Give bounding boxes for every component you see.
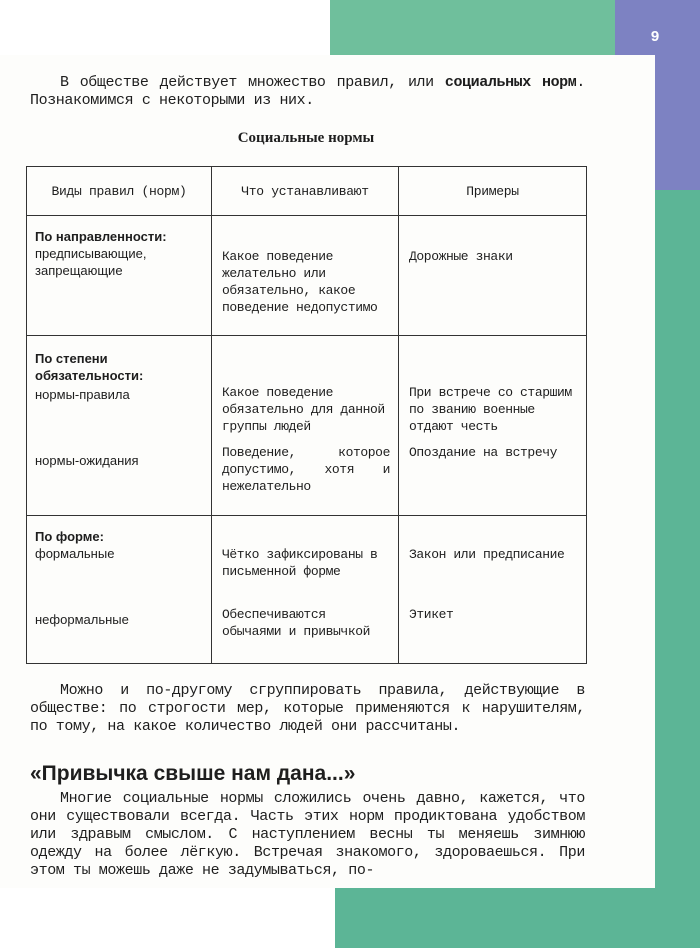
group-title: По степени обязательности: bbox=[35, 351, 144, 383]
norm-what: Какое поведение желательно или обязательно, какое поведение недопустимо bbox=[222, 249, 378, 315]
norm-example: Этикет bbox=[409, 607, 454, 622]
intro-bold-term: социальных норм bbox=[444, 74, 577, 91]
norm-kind: неформальные bbox=[35, 612, 129, 627]
norm-example: Опоздание на встречу bbox=[409, 445, 558, 460]
table-cell-what bbox=[212, 216, 399, 336]
section-heading: «Привычка свыше нам дана...» bbox=[30, 762, 356, 785]
table-row bbox=[27, 216, 587, 336]
table-cell-example bbox=[399, 216, 587, 336]
table-header-row bbox=[27, 167, 587, 216]
norm-what: Чётко зафиксированы в письменной форме bbox=[222, 547, 378, 579]
norm-what: Поведение, которое допустимо, хотя и нежелательно bbox=[222, 445, 390, 494]
table-cell-example bbox=[399, 516, 587, 664]
table-row bbox=[27, 516, 587, 664]
norm-kind: нормы-ожидания bbox=[35, 453, 139, 468]
norm-kind: предписывающие, запрещающие bbox=[35, 246, 147, 278]
section-body-paragraph: Многие социальные нормы сложились очень давно, кажется, что они существовали всегда. Часть этих норм продиктована удобством или здравым смыслом. С наступлением весны ты меняешь зимнюю одежду на более лёгкую. Встречая знакомого, здороваешься. При этом ты можешь даже не задумываться, по- bbox=[30, 790, 585, 879]
norm-example: Закон или предписание bbox=[409, 547, 565, 562]
table-header-cell: Примеры bbox=[399, 167, 587, 216]
norm-example: Дорожные знаки bbox=[409, 249, 513, 264]
group-title: По форме: bbox=[35, 529, 104, 544]
social-norms-table bbox=[26, 166, 587, 664]
intro-text-start: В обществе действует множество правил, или bbox=[60, 74, 445, 91]
table-header-cell: Виды правил (норм) bbox=[27, 167, 212, 216]
table-row bbox=[27, 336, 587, 516]
norm-what: Какое поведение обязательно для данной группы людей bbox=[222, 385, 385, 434]
intro-text-end: . Познакомимся с некоторыми из них. bbox=[30, 74, 585, 109]
table-cell-what bbox=[212, 336, 399, 516]
intro-paragraph bbox=[30, 74, 585, 110]
background-green-bottom bbox=[335, 888, 700, 948]
table-cell-example bbox=[399, 336, 587, 516]
norm-what: Обеспечиваются обычаями и привычкой bbox=[222, 607, 371, 639]
norm-example: При встрече со старшим по званию военные отдают честь bbox=[409, 385, 572, 434]
table-cell-kind bbox=[27, 516, 212, 664]
page-number: 9 bbox=[650, 28, 660, 45]
norm-kind: нормы-правила bbox=[35, 387, 130, 402]
table-title: Социальные нормы bbox=[237, 130, 375, 146]
group-title: По направленности: bbox=[35, 229, 167, 244]
table-cell-kind bbox=[27, 336, 212, 516]
table-cell-what bbox=[212, 516, 399, 664]
table-cell-kind bbox=[27, 216, 212, 336]
outro-paragraph: Можно и по-другому сгруппировать правила, действующие в обществе: по строгости мер, которые применяются к нарушителям, по тому, на какое количество людей они рассчитаны. bbox=[30, 682, 585, 735]
norm-kind: формальные bbox=[35, 546, 115, 561]
table-header-cell: Что устанавливают bbox=[212, 167, 399, 216]
